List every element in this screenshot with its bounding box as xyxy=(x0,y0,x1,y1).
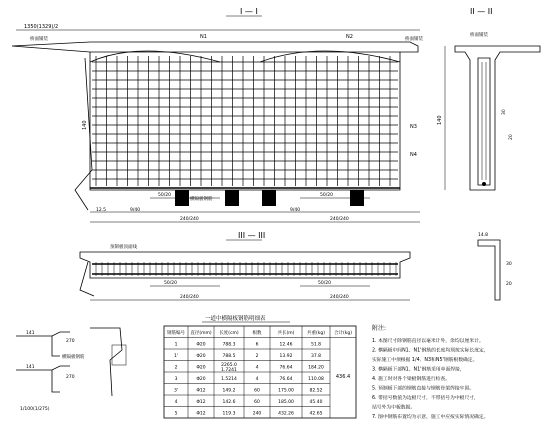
table-text xyxy=(167,329,352,417)
dim-bottom-2: 240/240 xyxy=(330,217,349,222)
callout-deck-right: 桥面铺装 xyxy=(405,37,423,42)
table-cell: 76.64 xyxy=(279,365,293,371)
table-cell: 60 xyxy=(254,400,260,406)
dim-height: 140 xyxy=(82,120,88,130)
table-cell: 185.00 xyxy=(278,400,294,406)
notes-lines xyxy=(372,337,489,420)
dim-sub-1: 9/40 xyxy=(130,208,141,213)
section-2-callout: 桥面铺装 xyxy=(470,33,488,38)
table-header-cell: 合计(kg) xyxy=(334,331,352,337)
table-cell: 3' xyxy=(173,388,179,394)
rebar-table xyxy=(164,314,356,418)
small-dim-bottom: 1/100(1/275) xyxy=(20,407,50,412)
dim-edge: 12.5 xyxy=(96,208,107,213)
table-header-cell: 钢筋编号 xyxy=(167,331,185,337)
small-detail-1-body xyxy=(52,336,60,356)
note-line: 实际施工中须根据 1/4、N3和N5'钢筋根数确定。 xyxy=(372,358,478,363)
small-detail-2-top xyxy=(16,366,70,370)
table-header-cell: 长度(cm) xyxy=(219,331,239,337)
table-cell: Φ12 xyxy=(196,400,206,406)
section-3-callout: 预制板顶面线 xyxy=(110,245,137,250)
small-detail-3-box xyxy=(112,345,126,365)
table-cell: 76.64 xyxy=(279,377,293,383)
small-details xyxy=(16,328,126,412)
label-n2: N2 xyxy=(346,34,353,40)
section-1-view xyxy=(12,7,423,222)
section-2-bars xyxy=(482,62,486,180)
table-cell: 2 xyxy=(255,354,259,360)
table-cell: 12.46 xyxy=(279,342,293,348)
table-cell: 13.92 xyxy=(279,354,293,360)
section-2-view xyxy=(437,7,540,190)
table-cell: Φ12 xyxy=(196,411,206,417)
beam-outline xyxy=(90,52,400,190)
note-line: 5. 预制板下部的钢筋直接与钢筋骨架焊接牢固。 xyxy=(372,386,475,392)
table-cell: 119.3 xyxy=(222,411,236,417)
section-3-title: III — III xyxy=(238,231,266,240)
table-cell: Φ20 xyxy=(196,342,206,348)
table-cell: 6 xyxy=(255,342,259,348)
section-2-dim-total: 140 xyxy=(437,115,443,125)
section-3-dim-1: 50/20 xyxy=(164,281,177,286)
table-header-cell: 根数 xyxy=(252,331,262,337)
section-2-bar-dot xyxy=(482,182,486,186)
small-label-a: 141 xyxy=(26,331,35,336)
table-cell: Φ20 xyxy=(196,354,206,360)
vertical-bars-group xyxy=(96,56,390,186)
section-3-dim-bottom-1: 240/240 xyxy=(180,295,199,300)
table-cell: 42.65 xyxy=(309,411,323,417)
table-header-cell: 共重(kg) xyxy=(307,331,325,337)
label-n4: N4 xyxy=(410,152,417,158)
table-cell: 45.40 xyxy=(309,400,323,406)
table-header-cell: 共长(m) xyxy=(277,331,295,337)
detail-outline xyxy=(478,240,500,300)
table-cell: 184.20 xyxy=(308,365,324,371)
note-line: 1. 本图尺寸除钢筋直径以毫米计外，余均以厘米计。 xyxy=(372,339,484,344)
small-label-d: 270 xyxy=(66,375,75,380)
table-cell: 82.52 xyxy=(309,388,323,394)
notes-block xyxy=(372,324,489,420)
left-haunch xyxy=(75,58,92,210)
table-cell: 4 xyxy=(255,365,259,371)
detail-dim-top: 14.8 xyxy=(478,233,489,238)
table-cell: 3 xyxy=(174,377,178,383)
table-cell: 2265.0 xyxy=(221,363,237,369)
note-line: 6. 带括号数值为边板尺寸，不带括号为中板尺寸， xyxy=(372,396,479,401)
support-block-mid-1 xyxy=(225,190,239,206)
note-line: 7. 图中钢筋布置均为示意，施工中应按实际情况确定。 xyxy=(372,415,489,420)
table-cell: 5 xyxy=(174,411,178,417)
table-header-cell: 直径(mm) xyxy=(190,331,212,337)
arc-left xyxy=(90,51,220,62)
section-3-view xyxy=(80,231,410,300)
section-2-stirrup xyxy=(478,58,490,185)
section-1-title: I — I xyxy=(240,7,258,16)
table-cell: 1 xyxy=(174,342,178,348)
span-dim-a: 50/20 xyxy=(158,193,171,198)
table-cell: 1' xyxy=(173,354,179,360)
table-cell: 4 xyxy=(174,400,178,406)
section-2-title: II — II xyxy=(470,7,493,16)
table-cell: Φ12 xyxy=(196,388,206,394)
label-n1: N1 xyxy=(200,34,207,40)
deck-slab xyxy=(12,42,418,52)
table-cell: 149.2 xyxy=(222,388,236,394)
table-cell: 788.5 xyxy=(222,354,236,360)
table-title: 一道中横隔板钢筋明细表 xyxy=(205,316,266,322)
small-detail-3 xyxy=(90,328,122,396)
detail-dim-mid: 30 xyxy=(506,262,512,267)
note-line: 括号外为中板数据。 xyxy=(372,405,416,411)
table-cell: 240 xyxy=(252,411,262,417)
notes-heading: 附注: xyxy=(372,325,387,332)
section-3-left-end xyxy=(80,262,94,296)
detail-view xyxy=(478,232,512,300)
note-line: 4. 施工时对各个梁板钢筋进行检查。 xyxy=(372,377,451,382)
table-cell: 142.6 xyxy=(222,400,236,406)
table-cell: 37.8 xyxy=(310,354,322,360)
small-label-c: 141 xyxy=(26,365,35,370)
detail-dim-low: 20 xyxy=(506,282,512,287)
note-line: 3. 横隔板下部N1、N1'钢筋采用单面焊接， xyxy=(372,367,465,373)
table-cell: 60 xyxy=(254,388,260,394)
small-detail-1-top xyxy=(16,332,70,336)
arc-right xyxy=(260,51,400,62)
dim-bottom-1: 240/240 xyxy=(180,217,199,222)
callout-bar: 横隔板钢筋 xyxy=(190,197,213,202)
dim-top-label: 1350(1329)/2 xyxy=(24,24,59,30)
callout-deck: 桥面铺装 xyxy=(30,37,48,42)
table-cell: Φ20 xyxy=(196,365,206,371)
section-3-dim-2: 50/20 xyxy=(318,281,331,286)
table-cell: 1.5214 xyxy=(221,377,237,383)
section-3-dim-bottom-2: 240/240 xyxy=(330,295,349,300)
table-cell: 1.7241 xyxy=(221,368,237,374)
table-cell: 175.00 xyxy=(278,388,294,394)
table-cell: 51.8 xyxy=(310,342,322,348)
span-dim-b: 50/20 xyxy=(320,193,333,198)
dim-sub-2: 9/40 xyxy=(290,208,301,213)
section-2-outline xyxy=(455,46,540,190)
small-detail-2-body xyxy=(52,370,60,392)
section-2-dim-b: 20 xyxy=(509,134,514,140)
table-cell: 2 xyxy=(174,365,178,371)
table-cell: 432.26 xyxy=(278,411,294,417)
table-cell: 4 xyxy=(255,377,259,383)
label-n3: N3 xyxy=(410,124,417,130)
note-line: 2. 横隔板中间N1、N1'钢筋的长度均须按实际长度定， xyxy=(372,348,489,354)
small-callout: 横隔板钢筋 xyxy=(62,355,85,360)
table-total: 436.4 xyxy=(335,373,351,380)
table-cell: 110.08 xyxy=(308,377,324,383)
table-cell: Φ20 xyxy=(196,377,206,383)
section-2-dim-a: 30 xyxy=(502,109,507,115)
small-label-b: 270 xyxy=(66,339,75,344)
table-grid xyxy=(164,326,356,418)
table-cell: 788.3 xyxy=(222,342,236,348)
support-block-mid-2 xyxy=(262,190,276,206)
